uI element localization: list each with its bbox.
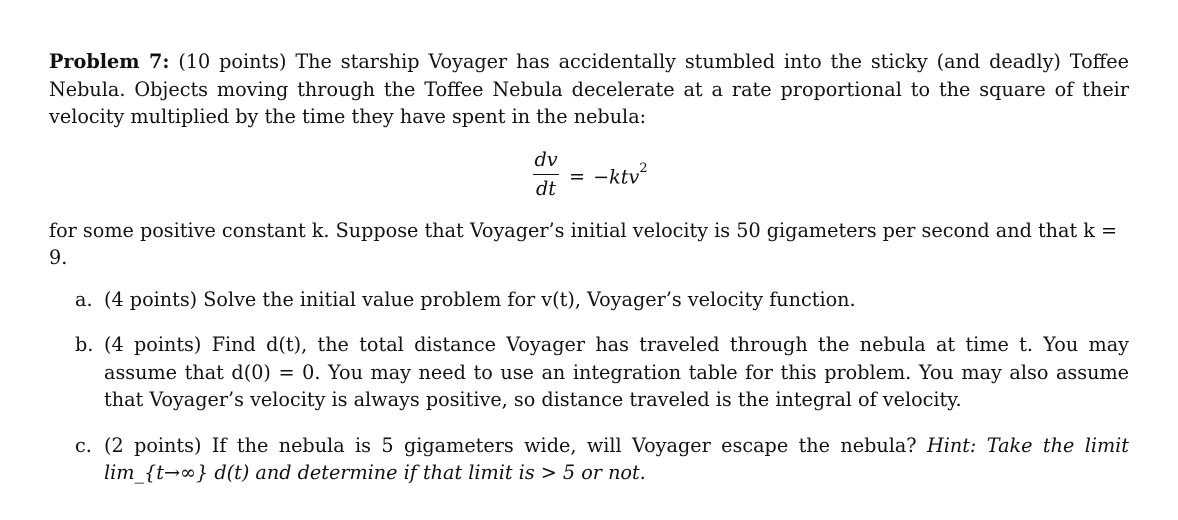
part-c	[49, 432, 1129, 487]
part-b-text: (4 points) Find d(t), the total distance Voyager has traveled through the nebula at time t. You may assume that d(0) = 0. You may need to use an integration table for this problem. You may also assume that Voyager’s velocity is always positive, so distance traveled is the integral of velocity.	[104, 333, 1129, 411]
problem-parts	[49, 286, 1129, 487]
part-b-label: b.	[75, 333, 94, 356]
part-b	[49, 331, 1129, 414]
fraction-bar	[533, 174, 559, 175]
equation-numerator: dv	[534, 147, 558, 171]
equation-fraction	[533, 148, 559, 201]
part-a-text: (4 points) Solve the initial value problem for v(t), Voyager’s velocity function.	[104, 287, 856, 311]
part-c-text: (2 points) If the nebula is 5 gigameters wide, will Voyager escape the nebula?	[104, 433, 927, 457]
equation-rhs	[569, 159, 648, 191]
problem-intro	[49, 48, 1129, 131]
problem-heading: Problem 7:	[49, 50, 170, 73]
differential-equation	[49, 147, 1129, 211]
part-c-label: c.	[75, 433, 92, 457]
problem-conditions: for some positive constant k. Suppose that Voyager’s initial velocity is 50 gigameters per second and that k = 9.	[49, 218, 1118, 269]
part-c-hint: Hint: Take the limit lim_{t→∞} d(t) and determine if that limit is > 5 or not.	[104, 433, 1130, 484]
equation-denominator: dt	[536, 177, 556, 201]
equation-rhs-expression: −ktv	[593, 164, 640, 188]
part-a	[49, 286, 1129, 314]
equals-sign: =	[569, 164, 586, 188]
equation-exponent: 2	[639, 160, 648, 176]
problem-intro-text: (10 points) The starship Voyager has accidentally stumbled into the sticky (and deadly) Toffee Nebula. Objects moving through the Toffee Nebula decelerate at a rate proportional to the square of their velocity multiplied by the time they have spent in the nebula:	[49, 50, 1129, 128]
part-a-label: a.	[75, 287, 93, 311]
problem-document	[49, 48, 1129, 505]
